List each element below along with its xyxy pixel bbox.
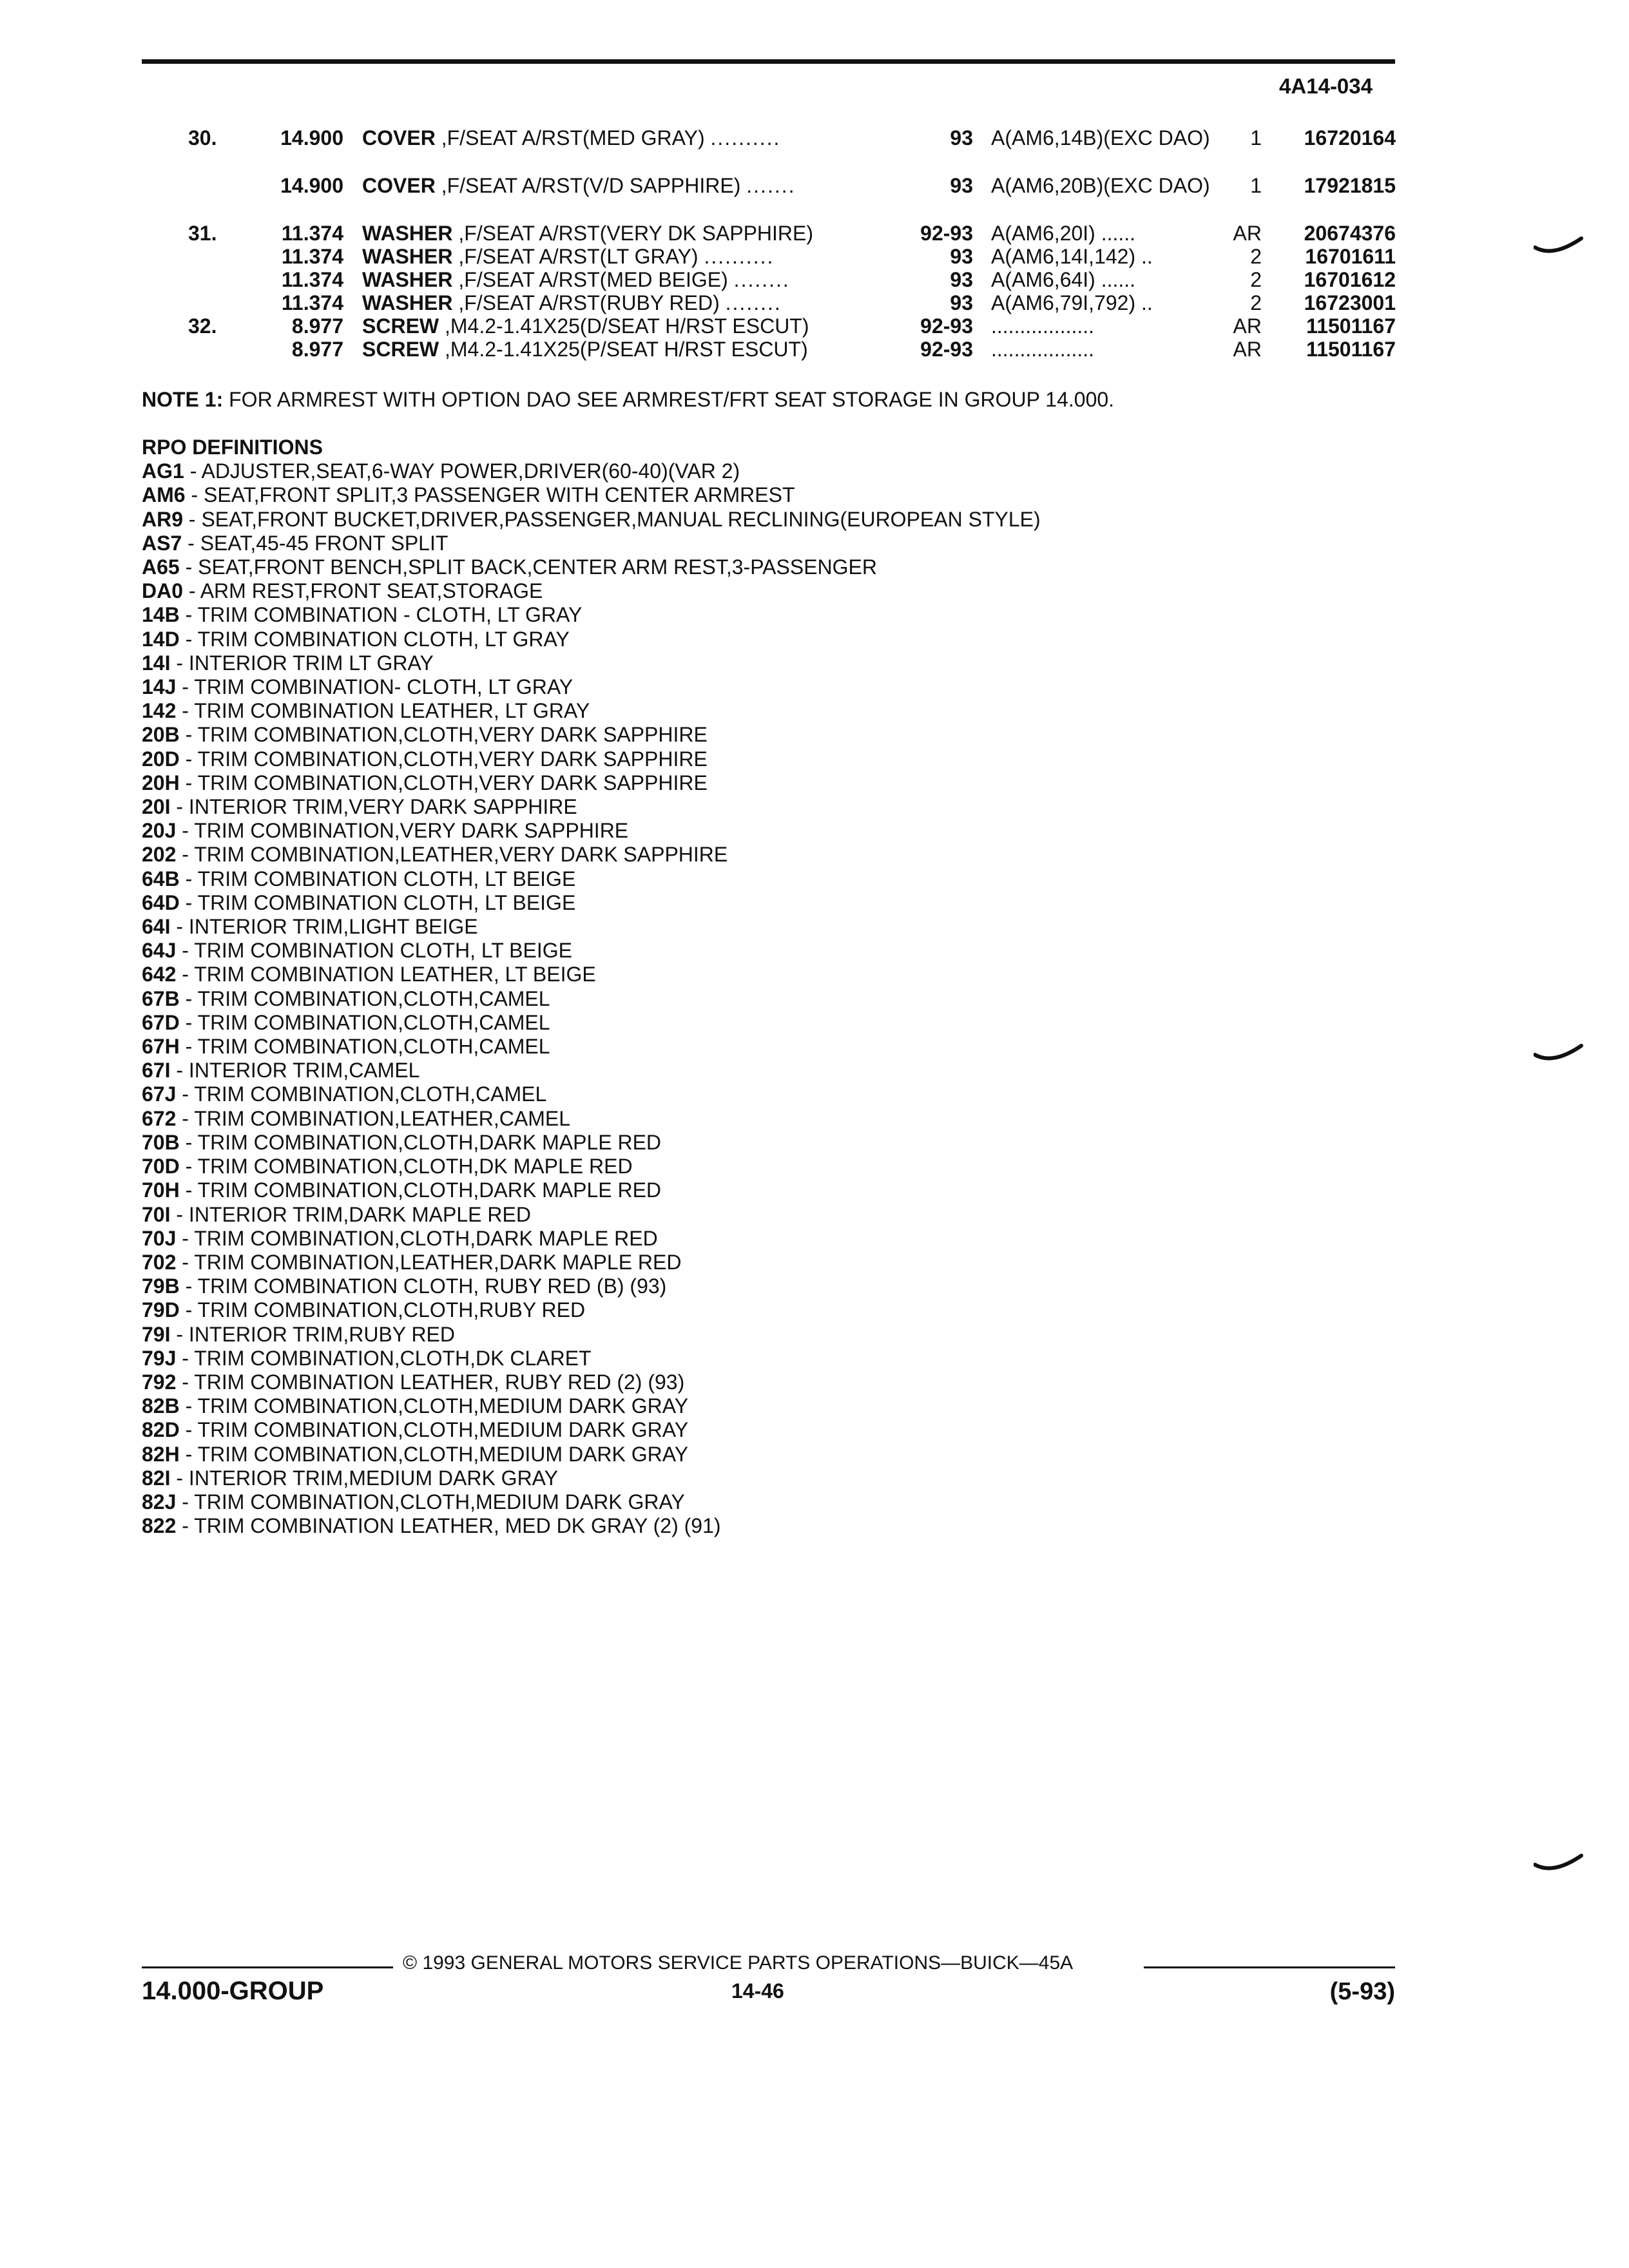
page-number: 14-46 — [731, 1979, 784, 2003]
rpo-description: TRIM COMBINATION LEATHER, LT GRAY — [194, 699, 590, 723]
rpo-separator: - — [176, 1490, 195, 1514]
item-number: 32. — [188, 314, 217, 338]
rpo-separator: - — [179, 890, 198, 914]
rpo-item — [142, 1466, 1366, 1490]
item-number: 30. — [188, 126, 217, 149]
parts-row — [0, 174, 1629, 222]
rpo-code: 822 — [142, 1514, 177, 1538]
rpo-item — [142, 628, 1366, 651]
rpo-code: 202 — [142, 843, 177, 867]
parts-row — [0, 338, 1629, 361]
rpo-description: TRIM COMBINATION,CLOTH,CAMEL — [194, 1082, 547, 1106]
rpo-description: ARM REST,FRONT SEAT,STORAGE — [200, 579, 543, 603]
rpo-separator: - — [179, 1298, 198, 1322]
rpo-item — [142, 1035, 1366, 1059]
rpo-item — [142, 987, 1366, 1011]
note-text: FOR ARMREST WITH OPTION DAO SEE ARMREST/FRT SEAT STORAGE IN GROUP 14.000. — [229, 388, 1115, 411]
part-name: SCREW — [362, 338, 439, 361]
rpo-code: 14D — [142, 627, 180, 651]
part-number: 16723001 — [1304, 291, 1396, 314]
rpo-description: SEAT,FRONT BUCKET,DRIVER,PASSENGER,MANUAL RECLINING(EUROPEAN STYLE) — [201, 507, 1041, 531]
rpo-code: 642 — [142, 963, 177, 986]
rpo-item — [142, 771, 1366, 795]
quantity: 2 — [1250, 245, 1262, 268]
rpo-item — [142, 508, 1366, 532]
quantity: 2 — [1250, 291, 1262, 314]
rpo-item — [142, 532, 1366, 555]
rpo-separator: - — [183, 507, 202, 531]
reference-number: 11.374 — [281, 222, 343, 245]
rpo-description: TRIM COMBINATION,CLOTH,VERY DARK SAPPHIRE — [197, 771, 708, 794]
rpo-separator: - — [176, 1514, 195, 1538]
rpo-item — [142, 651, 1366, 675]
page-id: 4A14-034 — [1279, 74, 1373, 98]
rpo-code: A65 — [142, 555, 180, 579]
rpo-separator: - — [184, 459, 202, 483]
rpo-description: SEAT,FRONT SPLIT,3 PASSENGER WITH CENTER ARMREST — [204, 483, 795, 507]
part-detail: ,F/SEAT A/RST(MED GRAY) — [441, 126, 705, 149]
leader-dots: ........ — [725, 291, 782, 314]
usage-code: .................. — [991, 314, 1095, 338]
rpo-separator: - — [179, 747, 198, 771]
rpo-item — [142, 723, 1366, 747]
rpo-code: 79I — [142, 1322, 171, 1346]
parts-row — [0, 314, 1629, 338]
rpo-description: ADJUSTER,SEAT,6-WAY POWER,DRIVER(60-40)(VAR 2) — [201, 459, 740, 483]
rpo-code: 14I — [142, 651, 171, 675]
rpo-code: 14B — [142, 603, 180, 627]
rpo-separator: - — [176, 1250, 195, 1274]
rpo-item — [142, 1514, 1366, 1538]
rpo-separator: - — [179, 867, 198, 890]
rpo-description: TRIM COMBINATION,CLOTH,DARK MAPLE RED — [197, 1178, 662, 1202]
usage-code: A(AM6,20I) ...... — [991, 222, 1136, 245]
rpo-separator: - — [179, 1418, 198, 1442]
footer-rule — [142, 1966, 393, 1968]
rpo-description: INTERIOR TRIM,CAMEL — [188, 1059, 420, 1082]
rpo-description: TRIM COMBINATION- CLOTH, LT GRAY — [194, 675, 574, 699]
rpo-item — [142, 1394, 1366, 1418]
part-description — [362, 268, 942, 291]
part-description — [362, 314, 942, 338]
rpo-description: TRIM COMBINATION,CLOTH,MEDIUM DARK GRAY — [197, 1394, 689, 1418]
rpo-code: 20J — [142, 819, 177, 843]
rpo-separator: - — [179, 627, 198, 651]
rpo-code: 79B — [142, 1274, 180, 1298]
quantity: 2 — [1250, 268, 1262, 291]
rpo-item — [142, 915, 1366, 939]
leader-dots: ........ — [733, 268, 790, 291]
rpo-description: TRIM COMBINATION,LEATHER,VERY DARK SAPPHIRE — [194, 843, 728, 867]
usage-code: A(AM6,64I) ...... — [991, 268, 1136, 291]
rpo-description: TRIM COMBINATION,CLOTH,DARK MAPLE RED — [197, 1130, 662, 1154]
part-number: 17921815 — [1304, 174, 1396, 197]
rpo-code: 67B — [142, 986, 180, 1010]
model-year: 93 — [950, 174, 973, 197]
rpo-separator: - — [176, 675, 195, 699]
rpo-separator: - — [179, 986, 198, 1010]
leader-dots: .......... — [704, 245, 775, 268]
rpo-item — [142, 1227, 1366, 1251]
rpo-item — [142, 1011, 1366, 1035]
rpo-description: SEAT,FRONT BENCH,SPLIT BACK,CENTER ARM REST,3-PASSENGER — [198, 555, 877, 579]
part-number: 16701612 — [1304, 268, 1396, 291]
parts-row — [0, 268, 1629, 291]
rpo-description: INTERIOR TRIM LT GRAY — [188, 651, 434, 675]
rpo-description: INTERIOR TRIM,LIGHT BEIGE — [188, 915, 478, 939]
rpo-description: INTERIOR TRIM,VERY DARK SAPPHIRE — [188, 795, 577, 819]
part-number: 16701611 — [1305, 245, 1396, 268]
rpo-code: 64I — [142, 915, 171, 939]
leader-dots: ....... — [746, 174, 796, 197]
parts-row — [0, 222, 1629, 245]
usage-code: A(AM6,79I,792) .. — [991, 291, 1153, 314]
usage-code: A(AM6,14B)(EXC DAO) — [991, 126, 1210, 149]
part-description — [362, 338, 942, 361]
rpo-code: 70I — [142, 1202, 171, 1226]
rpo-item — [142, 1347, 1366, 1370]
rpo-description: INTERIOR TRIM,MEDIUM DARK GRAY — [188, 1466, 558, 1490]
part-description — [362, 291, 942, 314]
rpo-separator: - — [179, 771, 198, 794]
rpo-item — [142, 867, 1366, 891]
parts-row — [0, 291, 1629, 314]
rpo-item — [142, 1082, 1366, 1106]
part-description — [362, 126, 942, 149]
rpo-code: 20I — [142, 795, 171, 819]
rpo-heading: RPO DEFINITIONS — [142, 436, 323, 459]
reference-number: 14.900 — [280, 126, 343, 149]
rpo-description: TRIM COMBINATION - CLOTH, LT GRAY — [197, 603, 583, 627]
rpo-item — [142, 1443, 1366, 1466]
rpo-description: TRIM COMBINATION LEATHER, RUBY RED (2) (93) — [194, 1370, 685, 1394]
rpo-item — [142, 699, 1366, 723]
rpo-item — [142, 843, 1366, 867]
model-year: 93 — [950, 126, 973, 149]
rpo-separator: - — [170, 795, 189, 819]
rpo-description: TRIM COMBINATION,LEATHER,DARK MAPLE RED — [194, 1250, 682, 1274]
rpo-description: TRIM COMBINATION LEATHER, MED DK GRAY (2) (91) — [194, 1514, 721, 1538]
quantity: 1 — [1250, 174, 1262, 197]
part-name: COVER — [362, 126, 436, 149]
rpo-code: 82I — [142, 1466, 171, 1490]
rpo-item — [142, 963, 1366, 986]
rpo-separator: - — [182, 531, 200, 555]
item-number: 31. — [188, 222, 217, 245]
hole-punch-mark — [1534, 1850, 1585, 1876]
rpo-code: 79D — [142, 1298, 180, 1322]
rpo-separator: - — [176, 963, 195, 986]
rpo-separator: - — [170, 1466, 189, 1490]
note — [142, 388, 1114, 412]
rpo-separator: - — [179, 1442, 198, 1466]
reference-number: 11.374 — [281, 245, 343, 268]
part-number: 20674376 — [1304, 222, 1396, 245]
part-description — [362, 245, 942, 268]
rpo-separator: - — [170, 1202, 189, 1226]
model-year: 92-93 — [920, 338, 973, 361]
hole-punch-mark — [1534, 1041, 1585, 1066]
quantity: AR — [1233, 338, 1262, 361]
part-detail: ,M4.2-1.41X25(D/SEAT H/RST ESCUT) — [445, 314, 809, 338]
rpo-separator: - — [170, 651, 189, 675]
rpo-code: 82D — [142, 1418, 180, 1442]
reference-number: 8.977 — [291, 338, 343, 361]
rpo-item — [142, 555, 1366, 579]
rpo-separator: - — [170, 915, 189, 939]
reference-number: 8.977 — [291, 314, 343, 338]
hole-punch-mark — [1534, 233, 1585, 259]
rpo-code: 792 — [142, 1370, 177, 1394]
rpo-code: 14J — [142, 675, 177, 699]
rpo-item — [142, 1178, 1366, 1202]
rpo-code: 20D — [142, 747, 180, 771]
part-number: 16720164 — [1304, 126, 1396, 149]
rpo-item — [142, 483, 1366, 507]
part-description — [362, 174, 942, 197]
part-description — [362, 222, 942, 245]
parts-row — [0, 126, 1629, 174]
part-name: SCREW — [362, 314, 439, 338]
rpo-description: SEAT,45-45 FRONT SPLIT — [200, 531, 448, 555]
rpo-code: AM6 — [142, 483, 186, 507]
rpo-description: TRIM COMBINATION,LEATHER,CAMEL — [194, 1106, 570, 1130]
rpo-item — [142, 459, 1366, 483]
rpo-separator: - — [179, 555, 198, 579]
rpo-code: 82B — [142, 1394, 180, 1418]
rpo-description: TRIM COMBINATION CLOTH, LT GRAY — [197, 627, 570, 651]
rpo-item — [142, 795, 1366, 819]
rpo-item — [142, 1131, 1366, 1155]
rpo-separator: - — [185, 483, 204, 507]
rpo-separator: - — [179, 723, 198, 747]
parts-list — [0, 126, 1629, 361]
rpo-separator: - — [170, 1322, 189, 1346]
rpo-item — [142, 1490, 1366, 1514]
rpo-item — [142, 747, 1366, 771]
rpo-separator: - — [179, 1010, 198, 1034]
rpo-description: TRIM COMBINATION,CLOTH,MEDIUM DARK GRAY — [197, 1418, 689, 1442]
rpo-separator: - — [179, 1130, 198, 1154]
model-year: 93 — [950, 268, 973, 291]
rpo-item — [142, 1251, 1366, 1274]
part-detail: ,M4.2-1.41X25(P/SEAT H/RST ESCUT) — [445, 338, 808, 361]
rpo-separator: - — [176, 1346, 195, 1370]
rpo-item — [142, 1274, 1366, 1298]
rpo-code: 67H — [142, 1035, 180, 1059]
rpo-description: TRIM COMBINATION,CLOTH,DK CLARET — [194, 1346, 592, 1370]
rpo-code: 82J — [142, 1490, 177, 1514]
rpo-item — [142, 603, 1366, 627]
rpo-item — [142, 1323, 1366, 1347]
rpo-code: 64D — [142, 890, 180, 914]
rpo-item — [142, 891, 1366, 915]
rpo-description: TRIM COMBINATION,CLOTH,CAMEL — [197, 986, 550, 1010]
rpo-item — [142, 1155, 1366, 1178]
part-name: COVER — [362, 174, 436, 197]
rpo-item — [142, 1370, 1366, 1394]
rpo-description: TRIM COMBINATION,CLOTH,RUBY RED — [197, 1298, 586, 1322]
rpo-separator: - — [176, 843, 195, 867]
copyright-text: © 1993 GENERAL MOTORS SERVICE PARTS OPERATIONS—BUICK—45A — [403, 1952, 1074, 1974]
rpo-code: 20B — [142, 723, 180, 747]
rpo-description: TRIM COMBINATION CLOTH, LT BEIGE — [194, 939, 572, 963]
rpo-item — [142, 939, 1366, 963]
rpo-item — [142, 1418, 1366, 1442]
rpo-separator: - — [179, 603, 198, 627]
rpo-separator: - — [179, 1035, 198, 1059]
rpo-description: INTERIOR TRIM,DARK MAPLE RED — [188, 1202, 531, 1226]
usage-code: .................. — [991, 338, 1095, 361]
rpo-separator: - — [176, 1082, 195, 1106]
rpo-description: INTERIOR TRIM,RUBY RED — [188, 1322, 455, 1346]
quantity: AR — [1233, 314, 1262, 338]
rpo-item — [142, 1107, 1366, 1131]
rpo-description: TRIM COMBINATION,VERY DARK SAPPHIRE — [194, 819, 629, 843]
page-footer — [0, 1952, 1629, 2049]
rpo-code: AG1 — [142, 459, 184, 483]
quantity: 1 — [1250, 126, 1262, 149]
rpo-description: TRIM COMBINATION,CLOTH,MEDIUM DARK GRAY — [194, 1490, 685, 1514]
rpo-separator: - — [179, 1274, 198, 1298]
rpo-item — [142, 675, 1366, 699]
group-label: 14.000-GROUP — [142, 1977, 324, 2005]
part-name: WASHER — [362, 291, 453, 314]
reference-number: 11.374 — [281, 268, 343, 291]
part-name: WASHER — [362, 245, 453, 268]
rpo-definitions — [142, 436, 1366, 1538]
rpo-code: 64B — [142, 867, 180, 890]
rpo-separator: - — [179, 1155, 198, 1178]
rpo-description: TRIM COMBINATION,CLOTH,DARK MAPLE RED — [194, 1226, 658, 1250]
rpo-code: 82H — [142, 1442, 180, 1466]
rpo-item — [142, 1203, 1366, 1227]
rpo-code: 67D — [142, 1010, 180, 1034]
rpo-description: TRIM COMBINATION CLOTH, RUBY RED (B) (93) — [197, 1274, 667, 1298]
rpo-code: 142 — [142, 699, 177, 723]
model-year: 92-93 — [920, 314, 973, 338]
rpo-code: AS7 — [142, 531, 182, 555]
quantity: AR — [1233, 222, 1262, 245]
rpo-code: 70D — [142, 1155, 180, 1178]
part-name: WASHER — [362, 222, 453, 245]
header-rule — [142, 59, 1395, 64]
rpo-code: 20H — [142, 771, 180, 794]
rpo-item — [142, 819, 1366, 843]
rpo-code: 70B — [142, 1130, 180, 1154]
rpo-code: 70H — [142, 1178, 180, 1202]
rpo-code: 64J — [142, 939, 177, 963]
rpo-code: AR9 — [142, 507, 184, 531]
rpo-separator: - — [176, 699, 195, 723]
revision-date: (5-93) — [1329, 1978, 1395, 2005]
rpo-separator: - — [176, 939, 195, 963]
rpo-description: TRIM COMBINATION,CLOTH,MEDIUM DARK GRAY — [197, 1442, 689, 1466]
rpo-description: TRIM COMBINATION,CLOTH,CAMEL — [197, 1010, 550, 1034]
rpo-code: 67I — [142, 1059, 171, 1082]
rpo-description: TRIM COMBINATION LEATHER, LT BEIGE — [194, 963, 596, 986]
model-year: 92-93 — [920, 222, 973, 245]
part-detail: ,F/SEAT A/RST(VERY DK SAPPHIRE) — [458, 222, 814, 245]
rpo-separator: - — [170, 1059, 189, 1082]
model-year: 93 — [950, 245, 973, 268]
rpo-description: TRIM COMBINATION,CLOTH,VERY DARK SAPPHIRE — [197, 723, 708, 747]
rpo-description: TRIM COMBINATION CLOTH, LT BEIGE — [197, 867, 576, 890]
rpo-code: 70J — [142, 1226, 177, 1250]
reference-number: 11.374 — [281, 291, 343, 314]
rpo-item — [142, 579, 1366, 603]
part-detail: ,F/SEAT A/RST(RUBY RED) — [458, 291, 720, 314]
usage-code: A(AM6,14I,142) .. — [991, 245, 1153, 268]
part-detail: ,F/SEAT A/RST(LT GRAY) — [458, 245, 699, 268]
rpo-code: 79J — [142, 1346, 177, 1370]
rpo-code: 672 — [142, 1106, 177, 1130]
rpo-item — [142, 1298, 1366, 1322]
rpo-separator: - — [179, 1178, 198, 1202]
parts-row — [0, 245, 1629, 268]
part-detail: ,F/SEAT A/RST(V/D SAPPHIRE) — [441, 174, 741, 197]
rpo-separator: - — [183, 579, 200, 603]
reference-number: 14.900 — [280, 174, 343, 197]
rpo-item — [142, 1059, 1366, 1082]
rpo-code: 67J — [142, 1082, 177, 1106]
part-detail: ,F/SEAT A/RST(MED BEIGE) — [458, 268, 728, 291]
part-number: 11501167 — [1306, 314, 1396, 338]
rpo-code: DA0 — [142, 579, 184, 603]
rpo-list — [142, 459, 1366, 1538]
rpo-separator: - — [176, 1370, 195, 1394]
rpo-separator: - — [179, 1394, 198, 1418]
rpo-description: TRIM COMBINATION,CLOTH,VERY DARK SAPPHIRE — [197, 747, 708, 771]
leader-dots: .......... — [710, 126, 781, 149]
note-label: NOTE 1: — [142, 388, 224, 411]
rpo-description: TRIM COMBINATION CLOTH, LT BEIGE — [197, 890, 576, 914]
part-name: WASHER — [362, 268, 453, 291]
rpo-description: TRIM COMBINATION,CLOTH,CAMEL — [197, 1035, 550, 1059]
part-number: 11501167 — [1306, 338, 1396, 361]
rpo-description: TRIM COMBINATION,CLOTH,DK MAPLE RED — [197, 1155, 633, 1178]
rpo-separator: - — [176, 819, 195, 843]
rpo-separator: - — [176, 1106, 195, 1130]
rpo-separator: - — [176, 1226, 195, 1250]
rpo-code: 702 — [142, 1250, 177, 1274]
model-year: 93 — [950, 291, 973, 314]
footer-rule — [1144, 1966, 1395, 1968]
usage-code: A(AM6,20B)(EXC DAO) — [991, 174, 1210, 197]
